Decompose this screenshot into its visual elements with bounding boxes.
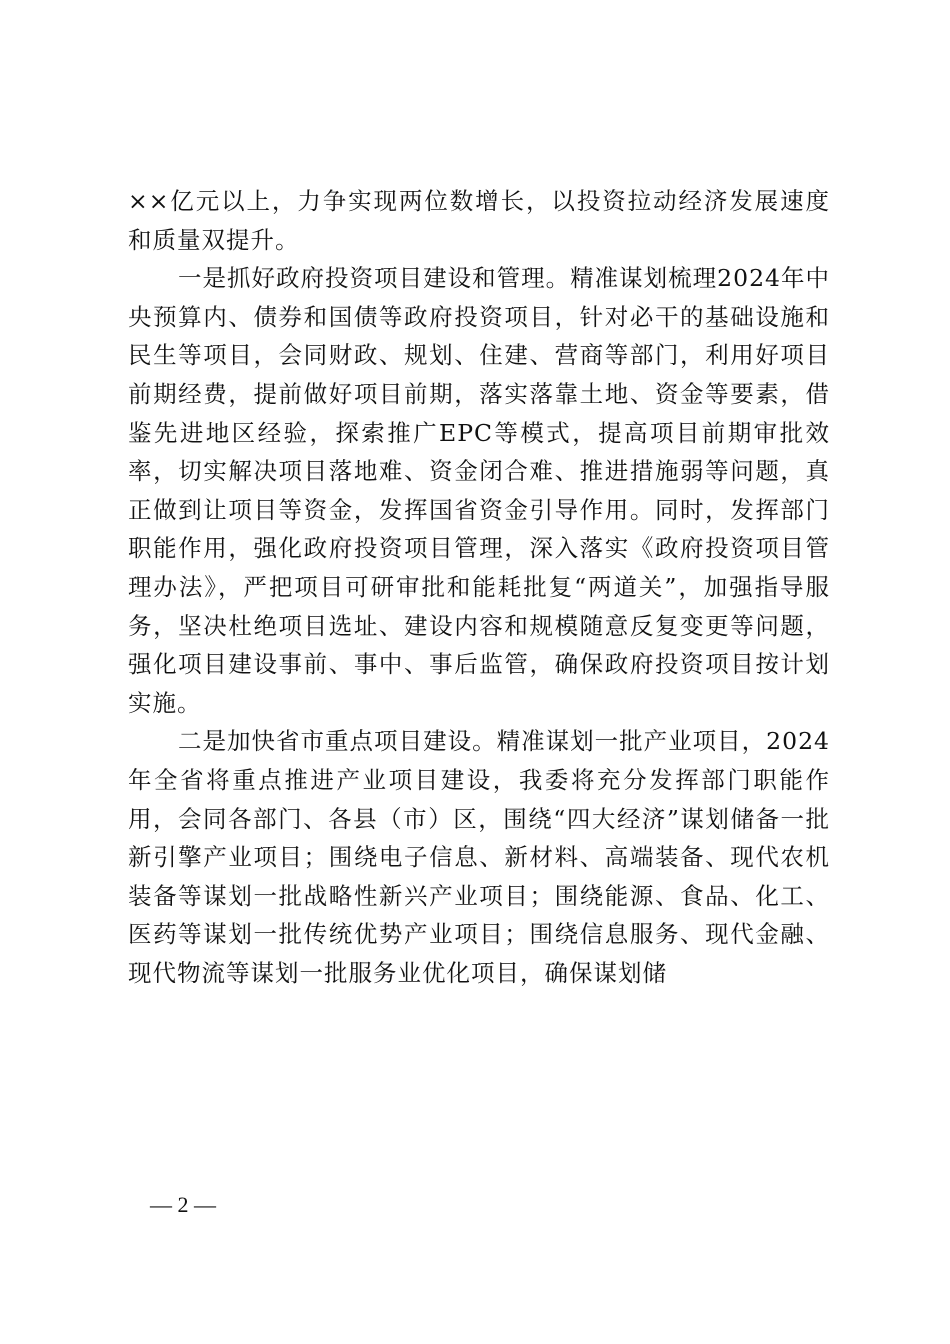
paragraph-government-investment: 一是抓好政府投资项目建设和管理。精准谋划梳理2024年中央预算内、债券和国债等政府投资项目，针对必干的基础设施和民生等项目，会同财政、规划、住建、营商等部门，利用好项目前期经费，提前做好项目前期，落实落靠土地、资金等要素，借鉴先进地区经验，探索推广EPC等模式，提高项目前期审批效率，切实解决项目落地难、资金闭合难、推进措施弱等问题，真正做到让项目等资金，发挥国省资金引导作用。同时，发挥部门职能作用，强化政府投资项目管理，深入落实《政府投资项目管理办法》，严把项目可研审批和能耗批复“两道关”，加强指导服务，坚决杜绝项目选址、建设内容和规模随意反复变更等问题，强化项目建设事前、事中、事后监管，确保政府投资项目按计划实施。 [128,264,830,717]
paragraph-continuation: ××亿元以上，力争实现两位数增长，以投资拉动经济发展速度和质量双提升。 [128,187,830,254]
paragraph-key-projects: 二是加快省市重点项目建设。精准谋划一批产业项目，2024年全省将重点推进产业项目建设，我委将充分发挥部门职能作用，会同各部门、各县（市）区，围绕“四大经济”谋划储备一批新引擎产业项目；围绕电子信息、新材料、高端装备、现代农机装备等谋划一批战略性新兴产业项目；围绕能源、食品、化工、医药等谋划一批传统优势产业项目；围绕信息服务、现代金融、现代物流等谋划一批服务业优化项目，确保谋划储 [128,727,830,987]
document-body [128,182,830,992]
page-number: — 2 — [150,1192,216,1217]
